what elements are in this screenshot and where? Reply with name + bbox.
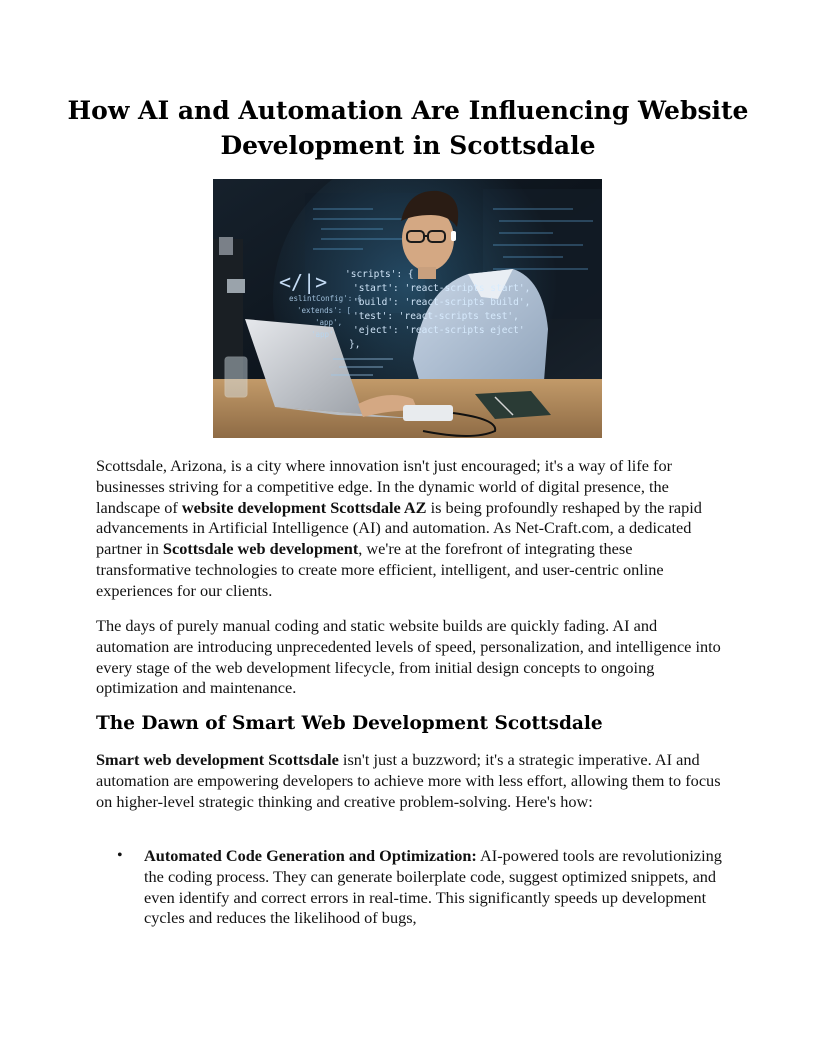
svg-text:'start': 'react-scripts start': 'start': 'react-scripts start',: [353, 283, 531, 294]
intro-paragraph: Scottsdale, Arizona, is a city where innovation isn't just encouraged; it's a way of life for businesses striving for a competitive edge. In the dynamic world of digital presence, the landscape of website development Scottsdale AZ is being profoundly reshaped by the rapid advancements in Artificial Intelligence (AI) and automation. As Net-Craft.com, a dedicated partner in Scottsdale web development, we're at the forefront of integrating these transformative technologies to create more efficient, intelligent, and user-centric online experiences for our clients.: [96, 456, 702, 600]
bullet-icon: •: [117, 847, 123, 864]
developer-laptop-illustration: [213, 179, 602, 438]
hero-image: [213, 179, 602, 438]
code-tag-icon: </|>: [279, 270, 328, 294]
section-heading: The Dawn of Smart Web Development Scottsdale: [96, 713, 603, 734]
svg-text:'app': 'app': [311, 330, 334, 339]
list-item-heading: Automated Code Generation and Optimization:: [144, 846, 477, 865]
keyword-scottsdale-web-development: Scottsdale web development: [162, 539, 359, 559]
svg-text:'build': 'react-scripts build': 'build': 'react-scripts build',: [353, 297, 531, 308]
keyword-website-development: website development Scottsdale AZ: [181, 497, 427, 517]
svg-text:'app',: 'app',: [315, 318, 343, 327]
second-paragraph: The days of purely manual coding and static website builds are quickly fading. AI and automation are introducing unprecedented levels of speed, personalization, and intelligence into every stage of the web development lifecycle, from initial design concepts to ongoing optimization and maintenance.: [96, 616, 721, 698]
list-item: [96, 846, 728, 929]
svg-text:eslintConfig': {: eslintConfig': {: [289, 294, 362, 303]
svg-text:'eject': 'react-scripts eject': 'eject': 'react-scripts eject': [353, 325, 525, 336]
list-item-text: AI-powered tools are revolutionizing the coding process. They can generate boilerplate code, suggest optimized snippets, and even identify and correct errors in real-time. This significantly speeds up development cycles and reduces the likelihood of bugs,: [144, 846, 722, 928]
keyword-smart-web-development: Smart web development Scottsdale: [96, 750, 339, 769]
svg-text:'test': 'react-scripts test',: 'test': 'react-scripts test',: [353, 311, 519, 322]
bullet-list: [96, 846, 728, 929]
document-title: How AI and Automation Are Influencing Website Development in Scottsdale: [67, 96, 749, 160]
svg-text:'scripts': {: 'scripts': {: [345, 269, 414, 280]
svg-text:'extends': [: 'extends': [: [297, 306, 352, 315]
section-paragraph: Smart web development Scottsdale isn't just a buzzword; it's a strategic imperative. AI and automation are empowering developers to achieve more with less effort, allowing them to focus on higher-level strategic thinking and creative problem-solving. Here's how:: [96, 750, 721, 811]
svg-text:},: },: [349, 339, 361, 350]
